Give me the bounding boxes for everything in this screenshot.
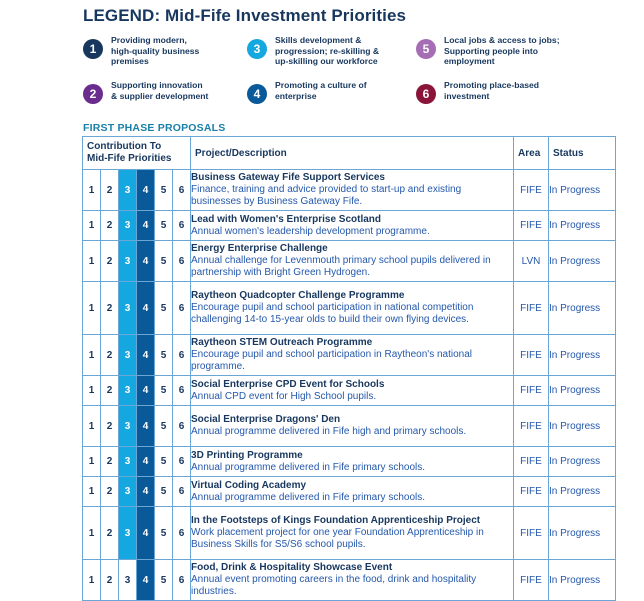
- priority-cell-1: 1: [83, 211, 101, 241]
- legend-title: LEGEND: Mid-Fife Investment Priorities: [83, 6, 407, 25]
- project-description: Annual programme delivered in Fife primary schools.: [191, 491, 426, 503]
- priority-cell-4: 4: [137, 406, 155, 447]
- priority-cell-3: 3: [119, 477, 137, 507]
- priority-cell-2: 2: [101, 241, 119, 282]
- priority-cell-5: 5: [155, 560, 173, 601]
- project-cell: [191, 376, 514, 406]
- project-title: Raytheon STEM Outreach Programme: [191, 337, 373, 348]
- area-header: Area: [514, 137, 549, 170]
- priority-cell-4: 4: [137, 241, 155, 282]
- priority-cell-1: 1: [83, 376, 101, 406]
- area-cell: FIFE: [514, 282, 549, 335]
- priority-cell-4: 4: [137, 376, 155, 406]
- priority-5-badge: 5: [416, 39, 436, 59]
- priority-cell-2: 2: [101, 560, 119, 601]
- area-cell: FIFE: [514, 447, 549, 477]
- project-cell: [191, 211, 514, 241]
- project-title: 3D Printing Programme: [191, 449, 303, 461]
- table-row: [83, 560, 616, 601]
- table-row: [83, 282, 616, 335]
- project-description: Encourage pupil and school participation in national competition challenging 14-to 15-year olds to build their own flying devices.: [191, 302, 474, 325]
- priority-cell-6: 6: [173, 560, 191, 601]
- legend-item-label: Local jobs & access to jobs; Supporting people into employment: [444, 35, 560, 66]
- table-row: [83, 406, 616, 447]
- table-header-row: [83, 137, 616, 170]
- contribution-header: [83, 137, 191, 170]
- project-title: Business Gateway Fife Support Services: [191, 172, 385, 183]
- priority-cell-2: 2: [101, 447, 119, 477]
- project-description: Annual challenge for Levenmouth primary school pupils delivered in partnership with Bright Green Hydrogen.: [191, 255, 491, 278]
- legend-item-label: Skills development & progression; re-skilling & up-skilling our workforce: [275, 35, 380, 66]
- priority-cell-2: 2: [101, 335, 119, 376]
- priority-cell-1: 1: [83, 560, 101, 601]
- status-cell: In Progress: [549, 282, 616, 335]
- priority-cell-2: 2: [101, 376, 119, 406]
- priority-cell-3: 3: [119, 241, 137, 282]
- priority-cell-6: 6: [173, 447, 191, 477]
- priority-cell-3: 3: [119, 560, 137, 601]
- priority-cell-5: 5: [155, 406, 173, 447]
- table-row: [83, 447, 616, 477]
- project-title: Energy Enterprise Challenge: [191, 243, 328, 254]
- priority-cell-4: 4: [137, 507, 155, 560]
- legend-item-label: Providing modern, high-quality business premises: [111, 35, 200, 66]
- project-description: Annual CPD event for High School pupils.: [191, 390, 377, 402]
- priority-cell-3: 3: [119, 282, 137, 335]
- legend-item-4: [247, 80, 367, 104]
- priority-cell-4: 4: [137, 335, 155, 376]
- status-cell: In Progress: [549, 211, 616, 241]
- priority-cell-2: 2: [101, 477, 119, 507]
- project-cell: [191, 170, 514, 211]
- priority-cell-5: 5: [155, 335, 173, 376]
- legend-item-5: [416, 35, 560, 67]
- priority-cell-6: 6: [173, 376, 191, 406]
- project-cell: [191, 507, 514, 560]
- project-title: Social Enterprise Dragons' Den: [191, 414, 341, 425]
- project-description: Finance, training and advice provided to start-up and existing businesses by Business Gateway Fife.: [191, 184, 462, 207]
- project-header: Project/Description: [191, 137, 514, 170]
- priority-cell-1: 1: [83, 170, 101, 211]
- priority-cell-2: 2: [101, 406, 119, 447]
- table-row: [83, 170, 616, 211]
- priority-cell-3: 3: [119, 447, 137, 477]
- priority-cell-3: 3: [119, 211, 137, 241]
- priority-6-badge: 6: [416, 84, 436, 104]
- area-cell: FIFE: [514, 335, 549, 376]
- priority-cell-6: 6: [173, 282, 191, 335]
- project-cell: [191, 335, 514, 376]
- priority-cell-5: 5: [155, 507, 173, 560]
- project-cell: [191, 282, 514, 335]
- priority-cell-5: 5: [155, 282, 173, 335]
- status-cell: In Progress: [549, 447, 616, 477]
- priority-cell-1: 1: [83, 241, 101, 282]
- legend-item-1: [83, 35, 199, 67]
- project-title: Virtual Coding Academy: [191, 479, 307, 491]
- priority-cell-4: 4: [137, 170, 155, 211]
- priority-cell-3: 3: [119, 376, 137, 406]
- priority-cell-4: 4: [137, 447, 155, 477]
- legend-item-label: Promoting place-based investment: [444, 80, 540, 101]
- priority-cell-1: 1: [83, 447, 101, 477]
- status-cell: In Progress: [549, 406, 616, 447]
- status-cell: In Progress: [549, 477, 616, 507]
- priority-cell-5: 5: [155, 211, 173, 241]
- priority-cell-6: 6: [173, 507, 191, 560]
- priority-2-badge: 2: [83, 84, 103, 104]
- priority-cell-2: 2: [101, 211, 119, 241]
- area-cell: FIFE: [514, 211, 549, 241]
- table-body: [83, 170, 616, 601]
- proposals-table: [82, 136, 616, 601]
- priority-cell-1: 1: [83, 477, 101, 507]
- priority-cell-6: 6: [173, 335, 191, 376]
- priority-cell-2: 2: [101, 170, 119, 211]
- legend-item-2: [83, 80, 208, 104]
- project-description: Annual women's leadership development programme.: [191, 225, 430, 237]
- project-cell: [191, 477, 514, 507]
- priority-cell-5: 5: [155, 170, 173, 211]
- project-title: Food, Drink & Hospitality Showcase Event: [191, 562, 393, 573]
- priority-cell-5: 5: [155, 447, 173, 477]
- legend-item-label: Supporting innovation & supplier development: [111, 80, 209, 101]
- legend-item-3: [247, 35, 379, 67]
- section-title: FIRST PHASE PROPOSALS: [83, 122, 226, 134]
- table-row: [83, 241, 616, 282]
- status-cell: In Progress: [549, 507, 616, 560]
- project-description: Annual programme delivered in Fife primary schools.: [191, 461, 426, 473]
- priority-cell-6: 6: [173, 477, 191, 507]
- priority-cell-2: 2: [101, 507, 119, 560]
- project-title: Lead with Women's Enterprise Scotland: [191, 213, 382, 225]
- project-cell: [191, 560, 514, 601]
- priority-cell-1: 1: [83, 406, 101, 447]
- priority-cell-5: 5: [155, 241, 173, 282]
- table-row: [83, 376, 616, 406]
- legend-item-6: [416, 80, 539, 104]
- priority-cell-4: 4: [137, 282, 155, 335]
- contribution-header-label: Contribution To Mid-Fife Priorities: [87, 141, 172, 164]
- priority-cell-6: 6: [173, 211, 191, 241]
- area-cell: FIFE: [514, 406, 549, 447]
- status-cell: In Progress: [549, 335, 616, 376]
- area-cell: FIFE: [514, 477, 549, 507]
- priority-cell-4: 4: [137, 560, 155, 601]
- area-cell: FIFE: [514, 170, 549, 211]
- priority-cell-4: 4: [137, 477, 155, 507]
- project-title: Social Enterprise CPD Event for Schools: [191, 378, 385, 390]
- priority-cell-3: 3: [119, 335, 137, 376]
- project-cell: [191, 241, 514, 282]
- status-header: Status: [549, 137, 616, 170]
- priority-cell-5: 5: [155, 376, 173, 406]
- priority-cell-3: 3: [119, 170, 137, 211]
- status-cell: In Progress: [549, 376, 616, 406]
- priority-cell-1: 1: [83, 335, 101, 376]
- priority-cell-3: 3: [119, 406, 137, 447]
- project-description: Work placement project for one year Foundation Apprenticeship in Business Skills for S5/S6 school pupils.: [191, 527, 484, 550]
- project-title: In the Footsteps of Kings Foundation Apprenticeship Project: [191, 515, 481, 526]
- priority-3-badge: 3: [247, 39, 267, 59]
- status-cell: In Progress: [549, 560, 616, 601]
- priority-cell-3: 3: [119, 507, 137, 560]
- project-cell: [191, 406, 514, 447]
- table-row: [83, 211, 616, 241]
- project-cell: [191, 447, 514, 477]
- status-cell: In Progress: [549, 241, 616, 282]
- priority-cell-5: 5: [155, 477, 173, 507]
- project-description: Annual event promoting careers in the food, drink and hospitality industries.: [191, 574, 477, 597]
- status-cell: In Progress: [549, 170, 616, 211]
- table-row: [83, 477, 616, 507]
- priority-cell-1: 1: [83, 507, 101, 560]
- table-row: [83, 335, 616, 376]
- priority-cell-2: 2: [101, 282, 119, 335]
- project-title: Raytheon Quadcopter Challenge Programme: [191, 290, 405, 301]
- area-cell: FIFE: [514, 376, 549, 406]
- table-row: [83, 507, 616, 560]
- priority-4-badge: 4: [247, 84, 267, 104]
- project-description: Annual programme delivered in Fife high and primary schools.: [191, 426, 467, 437]
- priority-cell-6: 6: [173, 241, 191, 282]
- priority-cell-1: 1: [83, 282, 101, 335]
- area-cell: FIFE: [514, 507, 549, 560]
- priority-cell-6: 6: [173, 170, 191, 211]
- area-cell: FIFE: [514, 560, 549, 601]
- project-description: Encourage pupil and school participation in Raytheon's national programme.: [191, 349, 473, 372]
- area-cell: LVN: [514, 241, 549, 282]
- priority-cell-4: 4: [137, 211, 155, 241]
- priority-cell-6: 6: [173, 406, 191, 447]
- priority-1-badge: 1: [83, 39, 103, 59]
- legend-item-label: Promoting a culture of enterprise: [275, 80, 367, 101]
